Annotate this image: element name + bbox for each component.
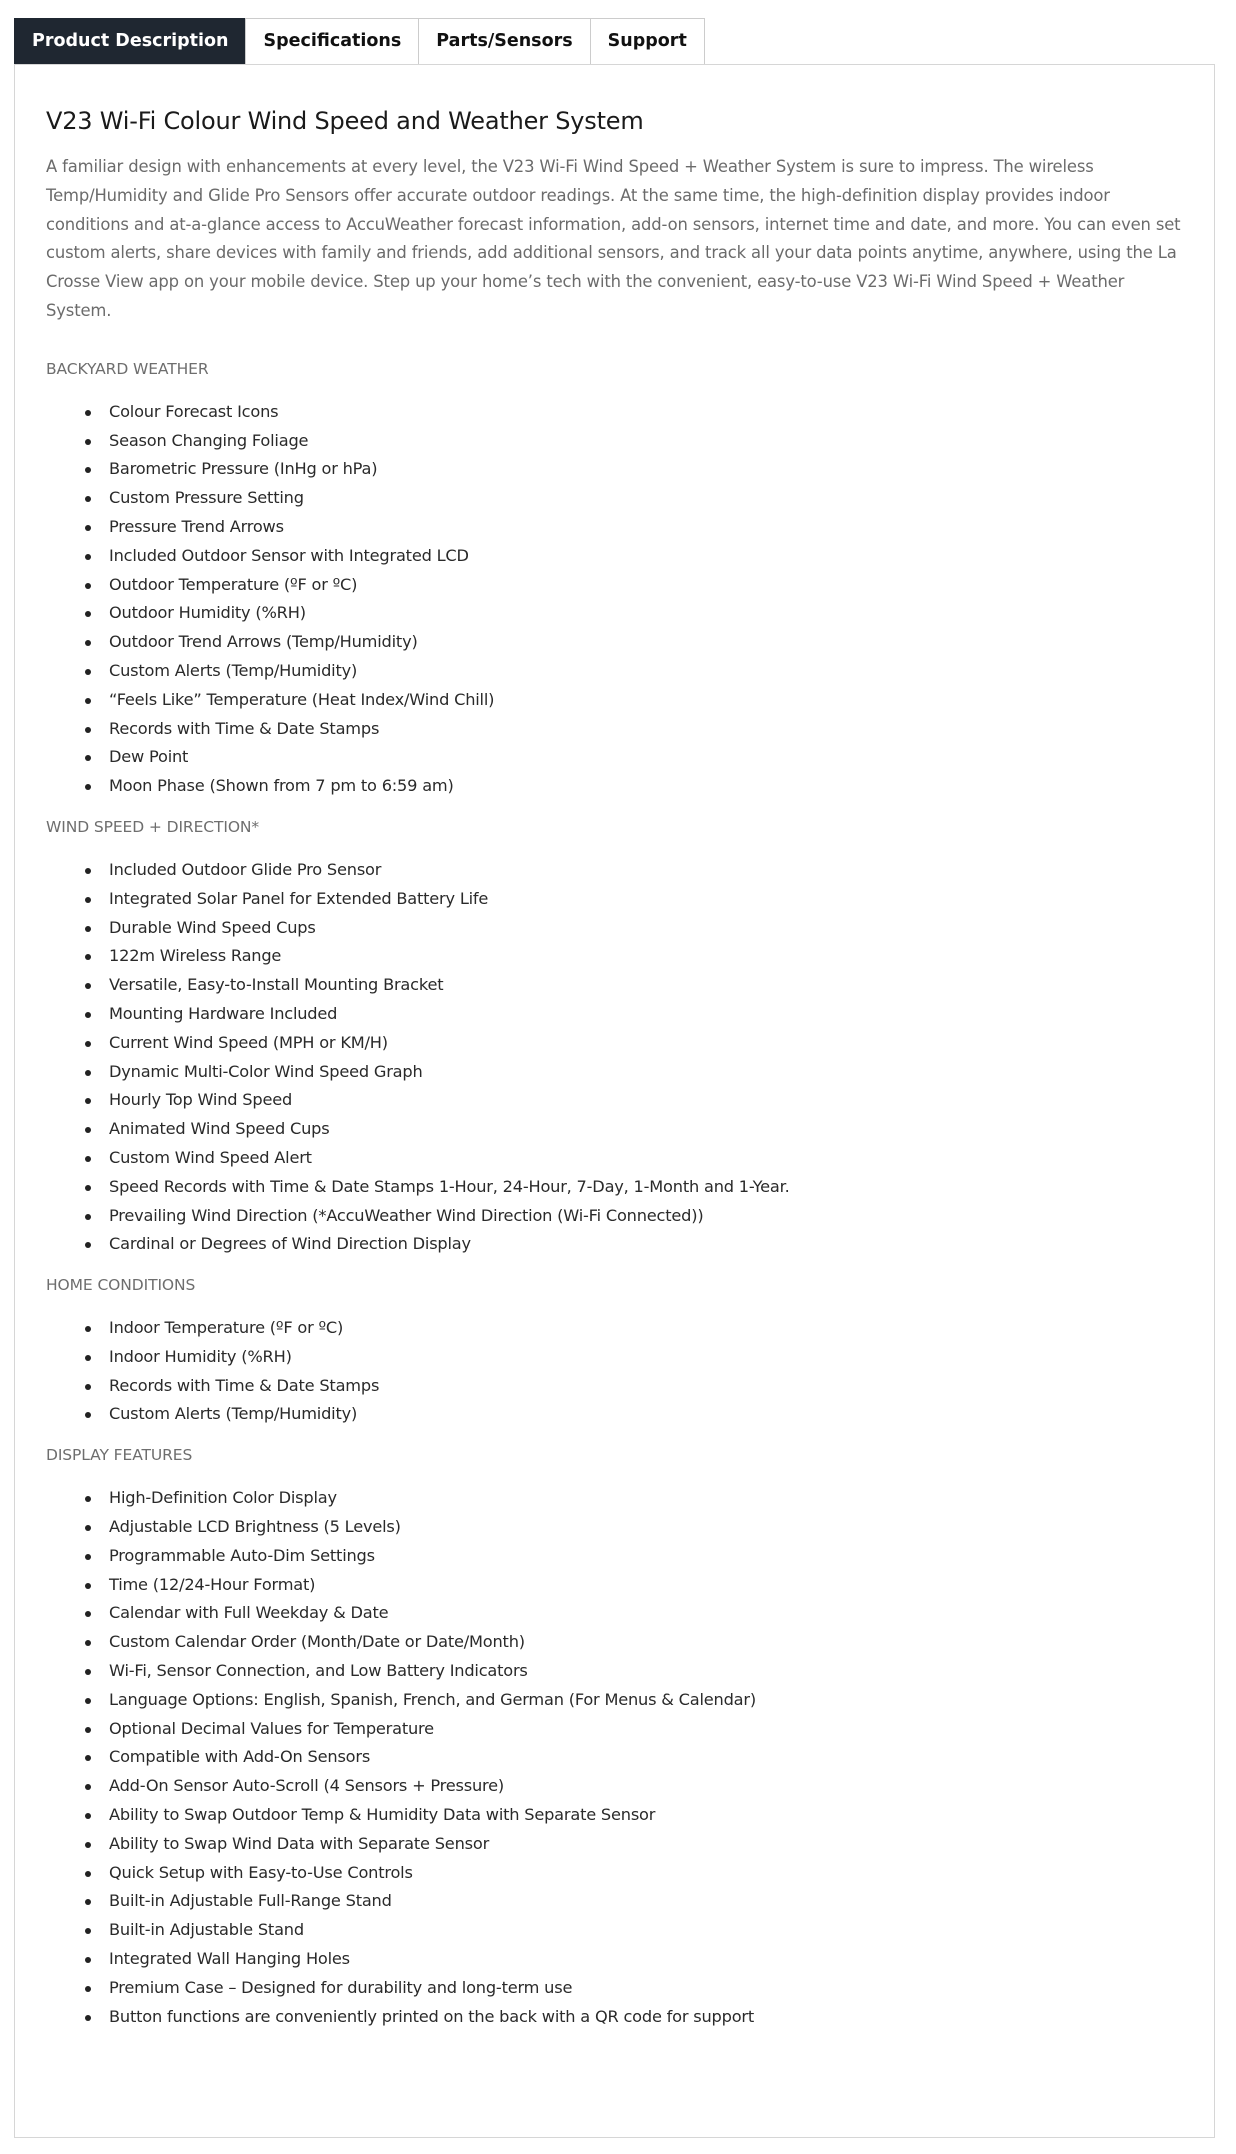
list-item-text: Included Outdoor Glide Pro Sensor <box>109 859 382 879</box>
list-item <box>85 1173 1186 1202</box>
list-item-text: Animated Wind Speed Cups <box>109 1119 330 1139</box>
bullet-icon <box>85 1755 91 1761</box>
list-item-text: Compatible with Add-On Sensors <box>109 1747 371 1767</box>
bullet-icon <box>85 1928 91 1934</box>
list-item <box>85 715 1186 744</box>
list-item <box>85 1657 1186 1686</box>
bullet-icon <box>85 669 91 675</box>
list-item <box>85 1599 1186 1628</box>
list-item-text: Colour Forecast Icons <box>109 401 279 421</box>
list-item <box>85 856 1186 885</box>
list-item-text: Dynamic Multi-Color Wind Speed Graph <box>109 1061 423 1081</box>
list-item-text: Built-in Adjustable Stand <box>109 1920 304 1940</box>
product-intro: A familiar design with enhancements at every level, the V23 Wi-Fi Wind Speed + Weather System is sure to impress. The wireless Temp/Humidity and Glide Pro Sensors offer accurate outdoor readings. At the same time, the high-definition display provides indoor conditions and at-a-glance access to AccuWeather forecast information, add-on sensors, internet time and date, and more. You can even set custom alerts, share devices with family and friends, add additional sensors, and track all your data points anytime, anywhere, using the La Crosse View app on your mobile device. Step up your home’s tech with the convenient, easy-to-use V23 Wi-Fi Wind Speed + Weather System. <box>46 157 1181 320</box>
list-item-text: Cardinal or Degrees of Wind Direction Display <box>109 1234 471 1254</box>
bullet-icon <box>85 954 91 960</box>
bullet-icon <box>85 1554 91 1560</box>
bullet-icon <box>85 1698 91 1704</box>
bullet-icon <box>85 1611 91 1617</box>
list-item <box>85 657 1186 686</box>
list-item-text: Versatile, Easy-to-Install Mounting Bracket <box>109 975 444 995</box>
tab-parts-sensors[interactable]: Parts/Sensors <box>418 18 589 65</box>
bullet-icon <box>85 525 91 531</box>
list-item <box>85 1974 1186 2003</box>
section-heading-display-features: DISPLAY FEATURES <box>46 1446 193 1465</box>
bullet-icon <box>85 1098 91 1104</box>
bullet-icon <box>85 868 91 874</box>
bullet-icon <box>85 410 91 416</box>
bullet-icon <box>85 1214 91 1220</box>
bullet-icon <box>85 1899 91 1905</box>
feature-sections <box>46 358 1186 2032</box>
bullet-icon <box>85 1127 91 1133</box>
bullet-icon <box>85 2015 91 2021</box>
list-item-text: Integrated Wall Hanging Holes <box>109 1949 350 1969</box>
list-item-text: Custom Calendar Order (Month/Date or Date/Month) <box>109 1632 525 1652</box>
list-item-text: Outdoor Trend Arrows (Temp/Humidity) <box>109 632 418 652</box>
bullet-icon <box>85 1842 91 1848</box>
list-item <box>85 1230 1186 1259</box>
list-item <box>85 971 1186 1000</box>
list-item-text: Language Options: English, Spanish, French, and German (For Menus & Calendar) <box>109 1689 756 1709</box>
list-item-text: Current Wind Speed (MPH or KM/H) <box>109 1032 388 1052</box>
bullet-icon <box>85 1412 91 1418</box>
list-item <box>85 942 1186 971</box>
list-item-text: Custom Alerts (Temp/Humidity) <box>109 660 358 680</box>
bullet-icon <box>85 1326 91 1332</box>
bullet-icon <box>85 1669 91 1675</box>
bullet-icon <box>85 1384 91 1390</box>
bullet-icon <box>85 1041 91 1047</box>
bullet-icon <box>85 1957 91 1963</box>
list-item-text: 122m Wireless Range <box>109 946 282 966</box>
list-item <box>85 1887 1186 1916</box>
bullet-icon <box>85 1242 91 1248</box>
list-item <box>85 1743 1186 1772</box>
tab-bar <box>14 18 705 64</box>
section-heading-backyard-weather: BACKYARD WEATHER <box>46 359 209 378</box>
list-item-text: Custom Pressure Setting <box>109 488 304 508</box>
feature-list-wind-speed-direction <box>46 856 1186 1259</box>
list-item-text: Prevailing Wind Direction (*AccuWeather Wind Direction (Wi-Fi Connected)) <box>109 1205 704 1225</box>
list-item-text: Pressure Trend Arrows <box>109 516 284 536</box>
list-item <box>85 743 1186 772</box>
list-item <box>85 1372 1186 1401</box>
list-item-text: Included Outdoor Sensor with Integrated LCD <box>109 545 469 565</box>
bullet-icon <box>85 611 91 617</box>
list-item <box>85 1571 1186 1600</box>
list-item <box>85 1029 1186 1058</box>
bullet-icon <box>85 1813 91 1819</box>
list-item-text: Durable Wind Speed Cups <box>109 917 316 937</box>
list-item <box>85 484 1186 513</box>
list-item <box>85 1772 1186 1801</box>
list-item <box>85 885 1186 914</box>
bullet-icon <box>85 983 91 989</box>
list-item-text: Add-On Sensor Auto-Scroll (4 Sensors + Pressure) <box>109 1776 505 1796</box>
list-item <box>85 914 1186 943</box>
list-item <box>85 1686 1186 1715</box>
list-item <box>85 1916 1186 1945</box>
list-item-text: Adjustable LCD Brightness (5 Levels) <box>109 1517 401 1537</box>
list-item <box>85 1945 1186 1974</box>
bullet-icon <box>85 1871 91 1877</box>
list-item <box>85 1144 1186 1173</box>
list-item-text: Indoor Humidity (%RH) <box>109 1346 292 1366</box>
bullet-icon <box>85 467 91 473</box>
list-item-text: High-Definition Color Display <box>109 1488 337 1508</box>
bullet-icon <box>85 926 91 932</box>
feature-list-backyard-weather <box>46 398 1186 801</box>
list-item <box>85 398 1186 427</box>
list-item <box>85 1859 1186 1888</box>
section-heading-wind-speed-direction: WIND SPEED + DIRECTION* <box>46 817 260 836</box>
list-item <box>85 455 1186 484</box>
list-item-text: “Feels Like” Temperature (Heat Index/Wind Chill) <box>109 689 495 709</box>
list-item-text: Optional Decimal Values for Temperature <box>109 1718 434 1738</box>
list-item-text: Button functions are conveniently printed on the back with a QR code for support <box>109 2006 755 2026</box>
list-item-text: Ability to Swap Outdoor Temp & Humidity Data with Separate Sensor <box>109 1805 656 1825</box>
list-item <box>85 1801 1186 1830</box>
list-item <box>85 2003 1186 2032</box>
bullet-icon <box>85 1496 91 1502</box>
list-item-text: Mounting Hardware Included <box>109 1003 338 1023</box>
bullet-icon <box>85 1986 91 1992</box>
list-item <box>85 1086 1186 1115</box>
bullet-icon <box>85 1784 91 1790</box>
tab-specifications[interactable]: Specifications <box>245 18 418 65</box>
list-item-text: Premium Case – Designed for durability and long-term use <box>109 1977 573 1997</box>
list-item <box>85 1400 1186 1429</box>
list-item-text: Speed Records with Time & Date Stamps 1-Hour, 24-Hour, 7-Day, 1-Month and 1-Year. <box>109 1176 790 1196</box>
list-item-text: Custom Alerts (Temp/Humidity) <box>109 1404 358 1424</box>
list-item <box>85 686 1186 715</box>
bullet-icon <box>85 1640 91 1646</box>
bullet-icon <box>85 1525 91 1531</box>
list-item-text: Calendar with Full Weekday & Date <box>109 1603 389 1623</box>
list-item <box>85 1115 1186 1144</box>
tab-panel <box>14 64 1215 2138</box>
feature-list-home-conditions <box>46 1314 1186 1429</box>
list-item <box>85 1830 1186 1859</box>
tab-support[interactable]: Support <box>590 18 705 65</box>
list-item-text: Built-in Adjustable Full-Range Stand <box>109 1891 392 1911</box>
bullet-icon <box>85 727 91 733</box>
tab-product-description[interactable]: Product Description <box>14 18 245 65</box>
list-item <box>85 1058 1186 1087</box>
list-item-text: Moon Phase (Shown from 7 pm to 6:59 am) <box>109 776 454 796</box>
bullet-icon <box>85 554 91 560</box>
bullet-icon <box>85 1355 91 1361</box>
feature-list-display-features <box>46 1484 1186 2031</box>
list-item <box>85 1000 1186 1029</box>
bullet-icon <box>85 439 91 445</box>
list-item-text: Hourly Top Wind Speed <box>109 1090 293 1110</box>
bullet-icon <box>85 1070 91 1076</box>
list-item <box>85 628 1186 657</box>
list-item-text: Quick Setup with Easy-to-Use Controls <box>109 1862 413 1882</box>
list-item-text: Custom Wind Speed Alert <box>109 1147 312 1167</box>
list-item <box>85 1715 1186 1744</box>
bullet-icon <box>85 1727 91 1733</box>
bullet-icon <box>85 1185 91 1191</box>
list-item-text: Barometric Pressure (InHg or hPa) <box>109 459 378 479</box>
list-item-text: Records with Time & Date Stamps <box>109 1375 380 1395</box>
list-item-text: Records with Time & Date Stamps <box>109 718 380 738</box>
list-item-text: Time (12/24-Hour Format) <box>109 1574 316 1594</box>
list-item-text: Ability to Swap Wind Data with Separate Sensor <box>109 1833 490 1853</box>
list-item <box>85 1202 1186 1231</box>
list-item <box>85 1628 1186 1657</box>
bullet-icon <box>85 1012 91 1018</box>
list-item <box>85 1513 1186 1542</box>
bullet-icon <box>85 1583 91 1589</box>
bullet-icon <box>85 640 91 646</box>
bullet-icon <box>85 755 91 761</box>
section-heading-home-conditions: HOME CONDITIONS <box>46 1276 196 1295</box>
list-item <box>85 772 1186 801</box>
list-item <box>85 427 1186 456</box>
bullet-icon <box>85 583 91 589</box>
list-item-text: Indoor Temperature (ºF or ºC) <box>109 1318 344 1338</box>
list-item <box>85 599 1186 628</box>
list-item <box>85 1343 1186 1372</box>
bullet-icon <box>85 897 91 903</box>
list-item-text: Outdoor Humidity (%RH) <box>109 603 306 623</box>
list-item-text: Programmable Auto-Dim Settings <box>109 1545 375 1565</box>
bullet-icon <box>85 1156 91 1162</box>
list-item-text: Integrated Solar Panel for Extended Battery Life <box>109 888 489 908</box>
product-title: V23 Wi-Fi Colour Wind Speed and Weather System <box>46 107 644 135</box>
list-item-text: Outdoor Temperature (ºF or ºC) <box>109 574 358 594</box>
list-item <box>85 1542 1186 1571</box>
list-item <box>85 513 1186 542</box>
bullet-icon <box>85 496 91 502</box>
list-item-text: Wi-Fi, Sensor Connection, and Low Battery Indicators <box>109 1661 528 1681</box>
list-item <box>85 542 1186 571</box>
list-item <box>85 1484 1186 1513</box>
list-item <box>85 571 1186 600</box>
list-item <box>85 1314 1186 1343</box>
list-item-text: Dew Point <box>109 747 189 767</box>
bullet-icon <box>85 784 91 790</box>
list-item-text: Season Changing Foliage <box>109 430 309 450</box>
product-description-content <box>46 105 1186 2031</box>
bullet-icon <box>85 698 91 704</box>
